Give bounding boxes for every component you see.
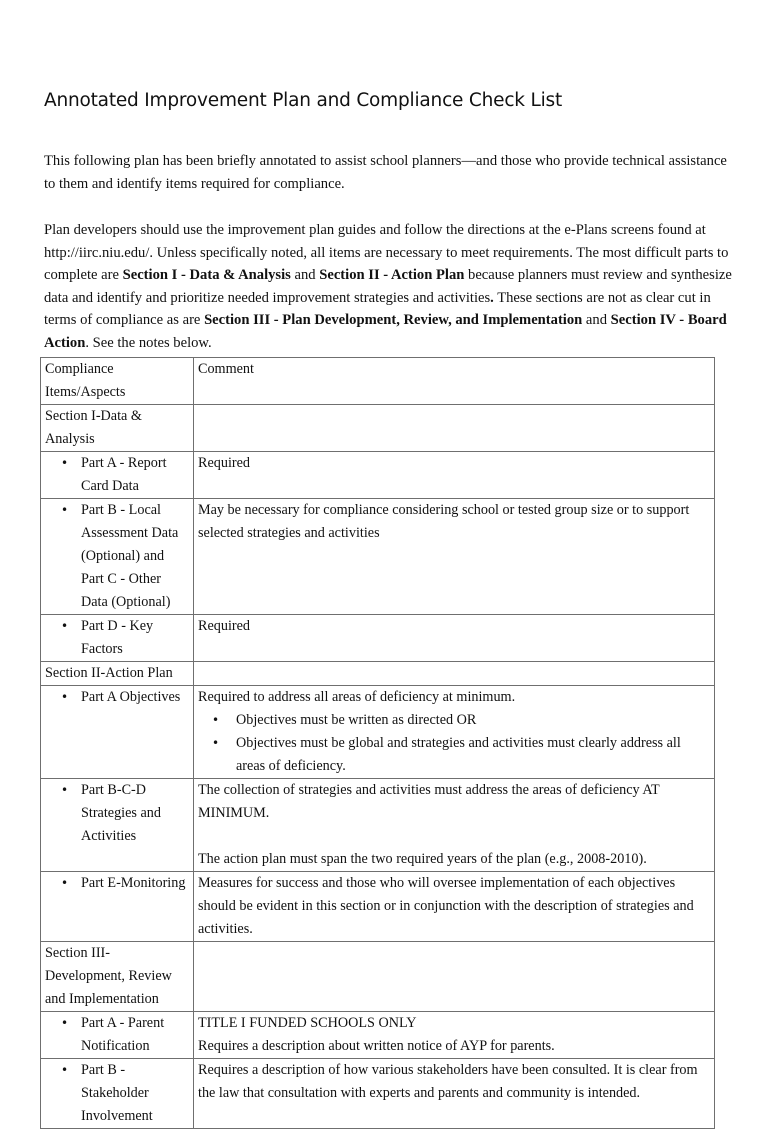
part-a-report-card-label: Part A - Report Card Data xyxy=(81,455,167,494)
section-row xyxy=(41,662,715,686)
item-cell xyxy=(41,1012,194,1059)
table-row xyxy=(41,686,715,779)
objectives-comment: Required to address all areas of deficiency at minimum. xyxy=(198,689,516,705)
item-cell xyxy=(41,872,194,942)
stakeholder-label: Part B - Stakeholder Involvement xyxy=(81,1062,153,1124)
item-cell xyxy=(41,452,194,499)
document-title: Annotated Improvement Plan and Compliance Check List xyxy=(44,90,563,111)
part-d-comment: Required xyxy=(194,615,715,662)
objective-bullet-text: Objectives must be global and strategies and activities must clearly address all areas of deficiency. xyxy=(236,735,681,774)
header-comment: Comment xyxy=(194,358,715,405)
para-bold-section-1: Section I - Data & Analysis xyxy=(122,267,291,283)
section-1-comment xyxy=(194,405,715,452)
parent-comment-1: TITLE I FUNDED SCHOOLS ONLY xyxy=(198,1015,417,1031)
part-b-local-assessment-label: Part B - Local Assessment Data (Optional) and Part C - Other Data (Optional) xyxy=(81,502,179,610)
section-row xyxy=(41,405,715,452)
strategies-comment-2: The action plan must span the two required years of the plan (e.g., 2008-2010). xyxy=(198,851,647,867)
item-cell xyxy=(41,615,194,662)
bullet-icon xyxy=(61,686,81,709)
instructions-paragraph xyxy=(44,219,734,354)
section-3-label: Section III-Development, Review and Implementation xyxy=(41,942,194,1012)
objectives-comment-cell xyxy=(194,686,715,779)
para-text-6: . See the notes below. xyxy=(85,334,212,351)
para-text-3: because planners must review and synthesize data and identify and prioritize needed improvement strategies and activities xyxy=(44,267,732,306)
table-row xyxy=(41,499,715,615)
compliance-table xyxy=(40,357,715,1129)
bullet-icon xyxy=(61,615,81,661)
objectives-bullet-list xyxy=(198,709,710,778)
table-row xyxy=(41,452,715,499)
strategies-label: Part B-C-D Strategies and Activities xyxy=(81,782,161,844)
strategies-comment-1: The collection of strategies and activities must address the areas of deficiency AT MINIMUM. xyxy=(198,782,660,821)
item-cell xyxy=(41,779,194,872)
parent-comment-cell xyxy=(194,1012,715,1059)
para-bold-period: . xyxy=(490,289,494,306)
para-text-4: These sections are not as clear cut in terms of compliance as are xyxy=(44,289,711,328)
item-cell xyxy=(41,499,194,615)
para-text-5: and xyxy=(582,312,611,328)
table-row xyxy=(41,1012,715,1059)
bullet-icon xyxy=(61,452,81,498)
part-b-comment: May be necessary for compliance considering school or tested group size or to support selected strategies and activities xyxy=(194,499,715,615)
bullet-icon xyxy=(61,499,81,614)
objective-bullet-text: Objectives must be written as directed OR xyxy=(236,712,477,728)
parent-comment-2: Requires a description about written notice of AYP for parents. xyxy=(198,1038,555,1054)
intro-paragraph: This following plan has been briefly annotated to assist school planners—and those who provide technical assistance to them and identify items required for compliance. xyxy=(44,153,727,192)
bullet-icon xyxy=(61,1012,81,1058)
bullet-icon xyxy=(61,779,81,848)
para-bold-section-2: Section II - Action Plan xyxy=(319,267,465,283)
part-d-key-factors-label: Part D - Key Factors xyxy=(81,618,154,657)
stakeholder-comment: Requires a description of how various stakeholders have been consulted. It is clear from the law that consultation with experts and parents and community is intended. xyxy=(194,1059,715,1129)
table-row xyxy=(41,872,715,942)
objectives-label: Part A Objectives xyxy=(81,689,181,705)
part-a-comment: Required xyxy=(194,452,715,499)
bullet-icon xyxy=(212,732,236,778)
item-cell xyxy=(41,686,194,779)
table-row xyxy=(41,779,715,872)
section-2-label: Section II-Action Plan xyxy=(41,662,194,686)
para-text-2: and xyxy=(290,267,320,283)
monitoring-label: Part E-Monitoring xyxy=(81,875,186,891)
section-row xyxy=(41,942,715,1012)
table-row xyxy=(41,615,715,662)
section-3-comment xyxy=(194,942,715,1012)
section-2-comment xyxy=(194,662,715,686)
parent-notification-label: Part A - Parent Notification xyxy=(81,1015,165,1054)
para-bold-section-4: Section IV - Board Action xyxy=(44,312,727,351)
table-header-row xyxy=(41,358,715,405)
para-text-1: Plan developers should use the improvement plan guides and follow the directions at the e-Plans screens found at http://iirc.niu.edu/. Unless specifically noted, all items are necessary to meet requirements. The most difficult parts to complete are xyxy=(44,222,729,283)
para-bold-section-3: Section III - Plan Development, Review, and Implementation xyxy=(204,312,583,328)
bullet-icon xyxy=(61,1059,81,1128)
item-cell xyxy=(41,1059,194,1129)
bullet-icon xyxy=(61,872,81,895)
header-items: Compliance Items/Aspects xyxy=(41,358,194,405)
monitoring-comment: Measures for success and those who will oversee implementation of each objectives should be evident in this section or in conjunction with the description of strategies and activities. xyxy=(194,872,715,942)
list-item xyxy=(198,709,710,732)
section-1-label: Section I-Data & Analysis xyxy=(41,405,194,452)
bullet-icon xyxy=(212,709,236,732)
strategies-comment-cell xyxy=(194,779,715,872)
table-row xyxy=(41,1059,715,1129)
list-item xyxy=(198,732,710,778)
